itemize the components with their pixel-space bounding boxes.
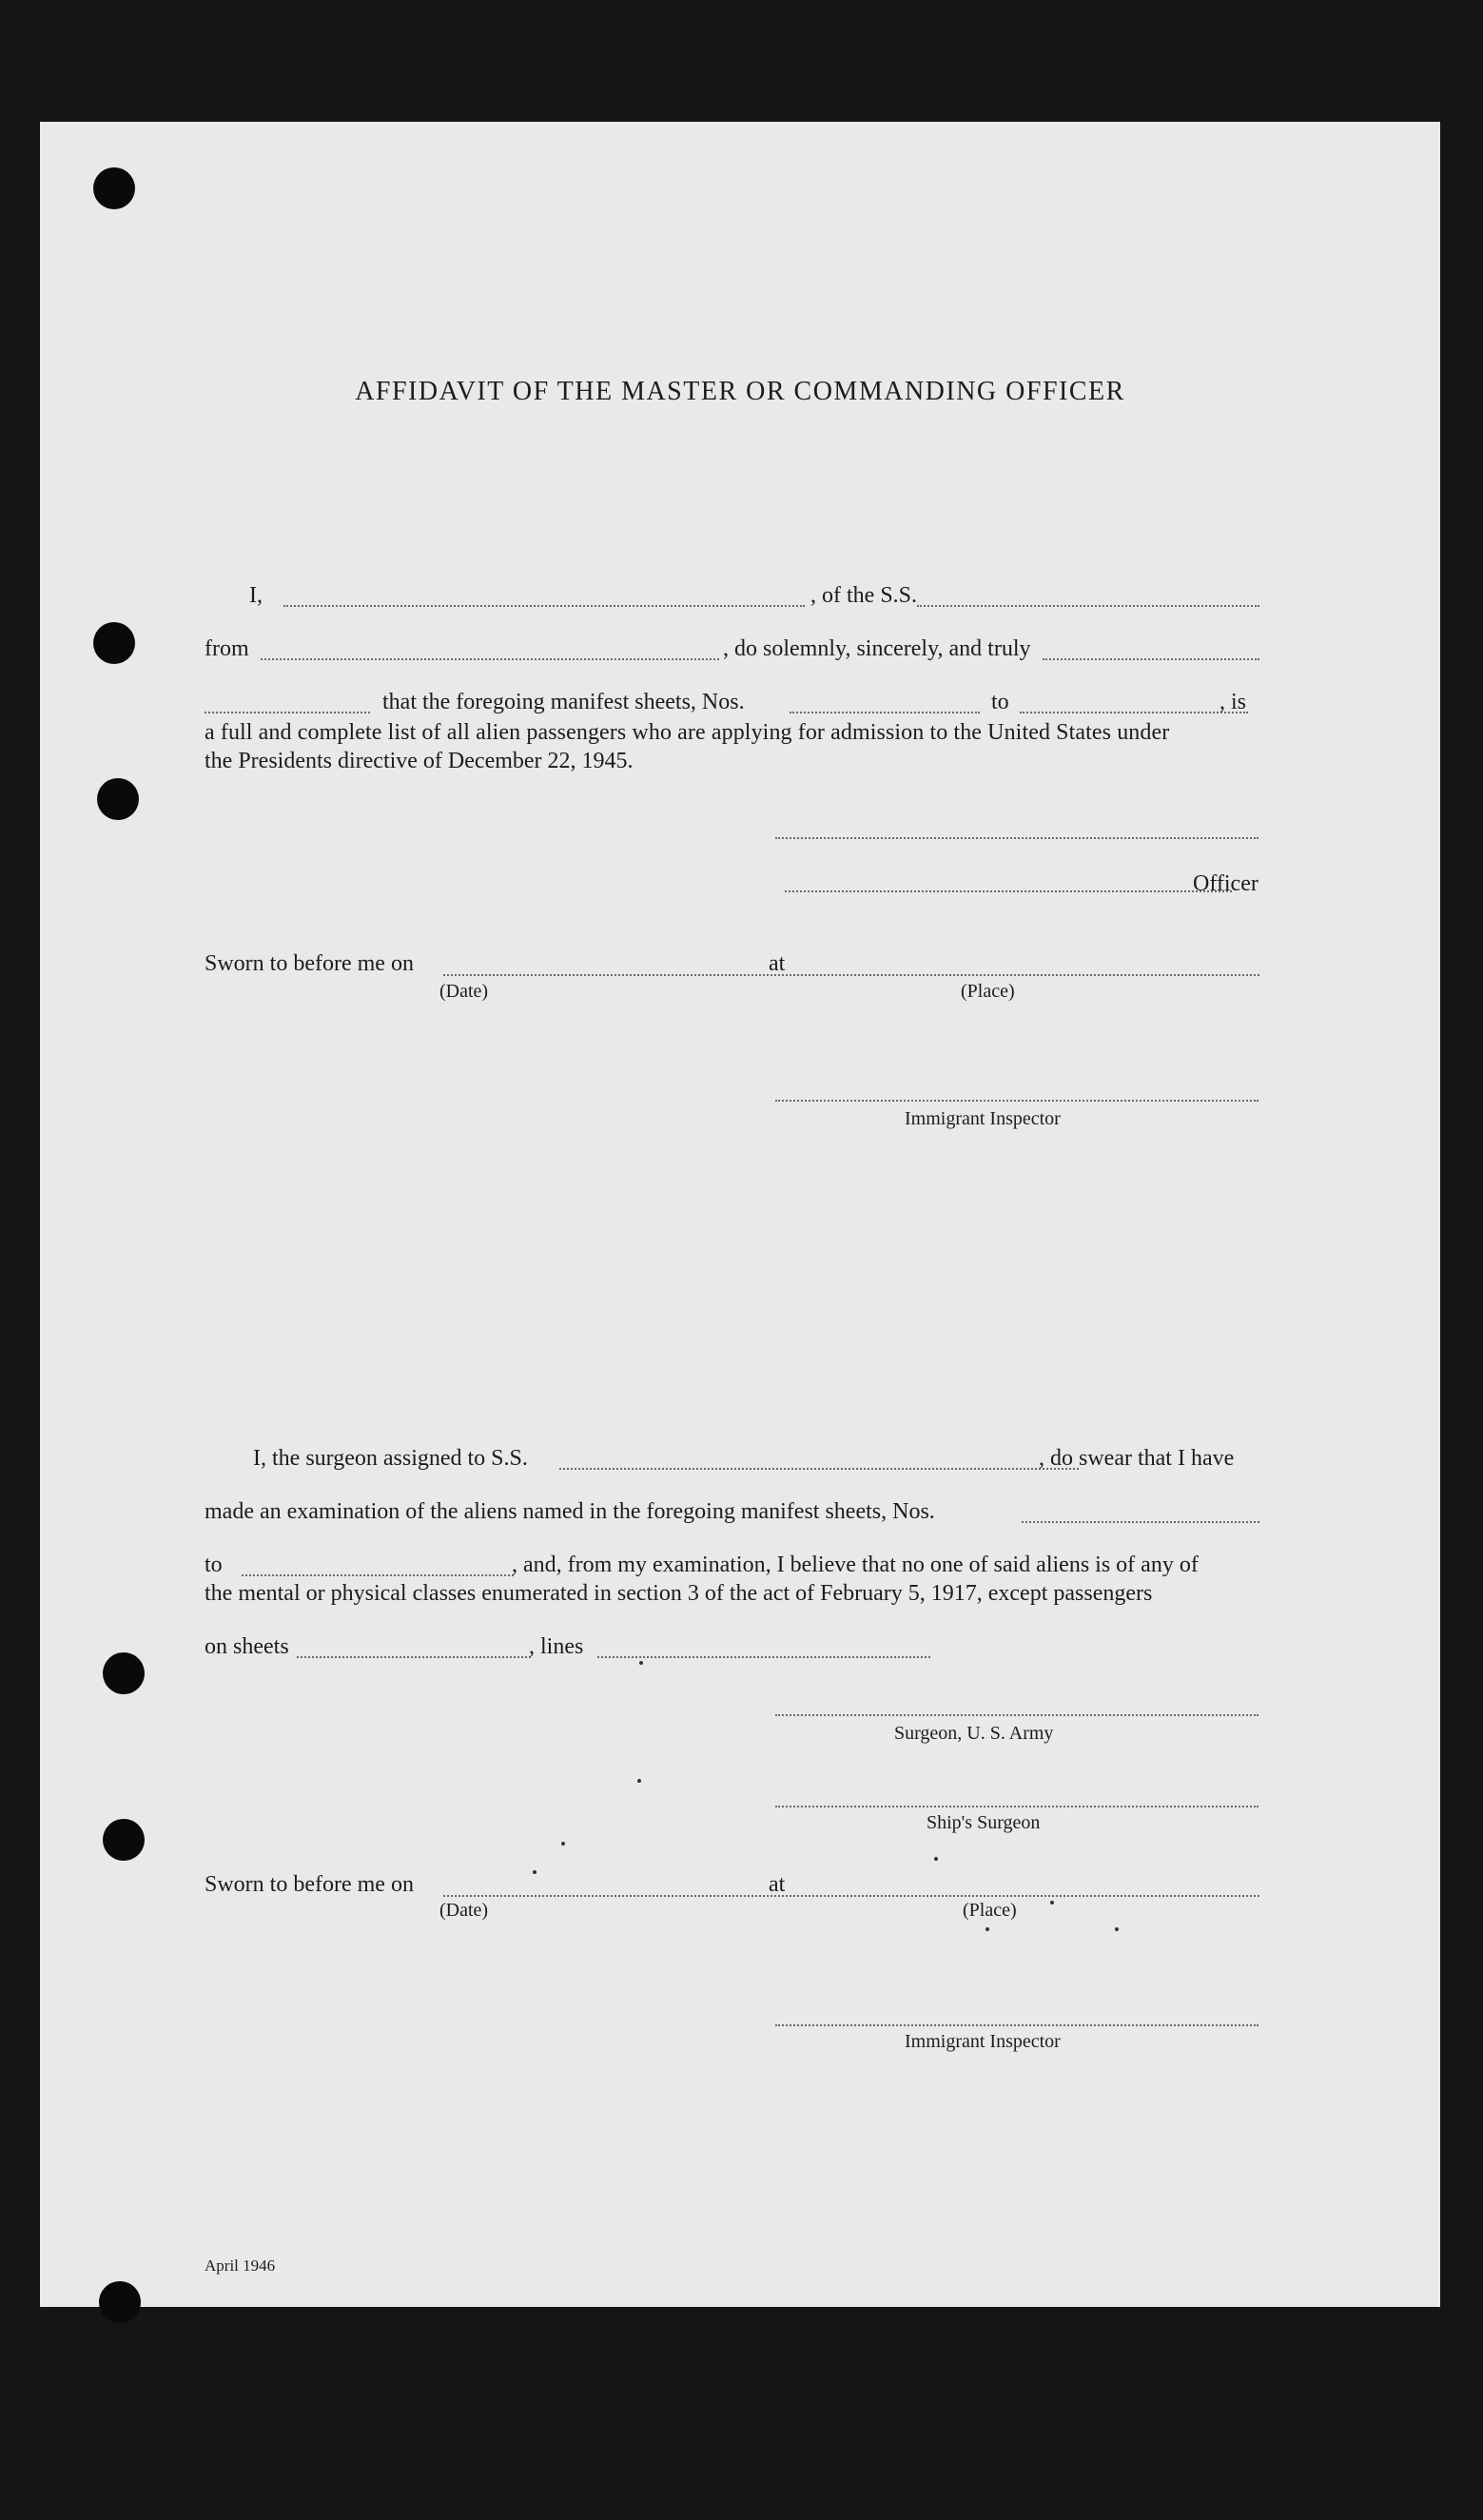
affidavit-page [40,122,1440,2307]
officer-label: Officer [1193,871,1259,896]
surgeon-sworn-place-field[interactable] [797,1895,1259,1897]
scan-speck [561,1842,565,1846]
surgeon-except-lines-field[interactable] [597,1656,930,1658]
master-place-label: (Place) [961,981,1015,1002]
scan-speck [533,1870,537,1874]
surgeon-line3-text: , and, from my examination, I believe that no one of said aliens is of any of [512,1553,1199,1577]
surgeon-sheets-to-field[interactable] [242,1574,514,1576]
punch-hole [93,167,135,209]
master-oath-verb-field[interactable] [205,712,370,713]
scan-speck [934,1857,938,1861]
master-is-text: , is [1220,690,1247,714]
master-inspector-label: Immigrant Inspector [905,1108,1061,1129]
scan-speck [985,1927,989,1931]
officer-signature-field[interactable] [785,890,1232,892]
surgeon-sheets-from-field[interactable] [1022,1521,1259,1523]
surgeon-at-text: at [769,1872,786,1897]
scan-speck [639,1661,643,1665]
surgeon-inspector-signature-field[interactable] [775,2024,1259,2026]
master-foregoing-text: that the foregoing manifest sheets, Nos. [382,690,745,714]
punch-hole [99,2281,141,2323]
surgeon-place-label: (Place) [963,1900,1017,1921]
scan-speck [1050,1901,1054,1905]
surgeon-line4-text: the mental or physical classes enumerated in section 3 of the act of February 5, 1917, except passengers [205,1581,1153,1606]
army-surgeon-signature-field[interactable] [775,1714,1259,1716]
master-to-text: to [991,690,1009,714]
scan-speck [637,1779,641,1783]
master-inspector-signature-field[interactable] [775,1100,1259,1102]
surgeon-sworn-date-field[interactable] [443,1895,795,1897]
master-from-text: from [205,636,249,661]
master-name-field[interactable] [283,605,805,607]
master-solemnly-text: , do solemnly, sincerely, and truly [723,636,1031,661]
army-surgeon-label: Surgeon, U. S. Army [894,1723,1054,1744]
ship-surgeon-label: Ship's Surgeon [927,1812,1041,1833]
master-sworn-place-field[interactable] [797,974,1259,976]
master-sworn-date-field[interactable] [443,974,795,976]
scan-speck [1115,1927,1119,1931]
punch-hole [103,1819,145,1861]
surgeon-swear-text: , do swear that I have [1039,1446,1235,1471]
surgeon-inspector-label: Immigrant Inspector [905,2031,1061,2052]
master-sheets-from-field[interactable] [790,712,980,713]
punch-hole [103,1652,145,1694]
master-from-port-field[interactable] [261,658,719,660]
surgeon-on-sheets-text: on sheets [205,1634,289,1659]
master-sworn-text: Sworn to before me on [205,951,414,976]
surgeon-lines-text: , lines [529,1634,584,1659]
master-oath-word-field[interactable] [1043,658,1259,660]
master-i-text: I, [249,583,263,608]
surgeon-line2-text: made an examination of the aliens named in the foregoing manifest sheets, Nos. [205,1499,935,1524]
document-title: AFFIDAVIT OF THE MASTER OR COMMANDING OFFICER [355,377,1125,406]
master-line4-text: a full and complete list of all alien passengers who are applying for admission to the United States under [205,720,1170,745]
master-date-label: (Date) [439,981,489,1002]
surgeon-date-label: (Date) [439,1900,489,1921]
surgeon-ship-name-field[interactable] [559,1468,1079,1470]
surgeon-except-sheets-field[interactable] [297,1656,531,1658]
surgeon-to-text: to [205,1553,223,1577]
punch-hole [93,622,135,664]
master-of-ss-text: , of the S.S. [810,583,918,608]
master-sheets-to-field[interactable] [1020,712,1248,713]
master-line5-text: the Presidents directive of December 22, 1945. [205,749,634,773]
surgeon-sworn-text: Sworn to before me on [205,1872,414,1897]
master-ship-name-field[interactable] [917,605,1259,607]
footer-date: April 1946 [205,2256,276,2275]
ship-surgeon-signature-field[interactable] [775,1806,1259,1807]
surgeon-line1-text: I, the surgeon assigned to S.S. [253,1446,528,1471]
master-at-text: at [769,951,786,976]
punch-hole [97,778,139,820]
master-signature-field[interactable] [775,837,1259,839]
